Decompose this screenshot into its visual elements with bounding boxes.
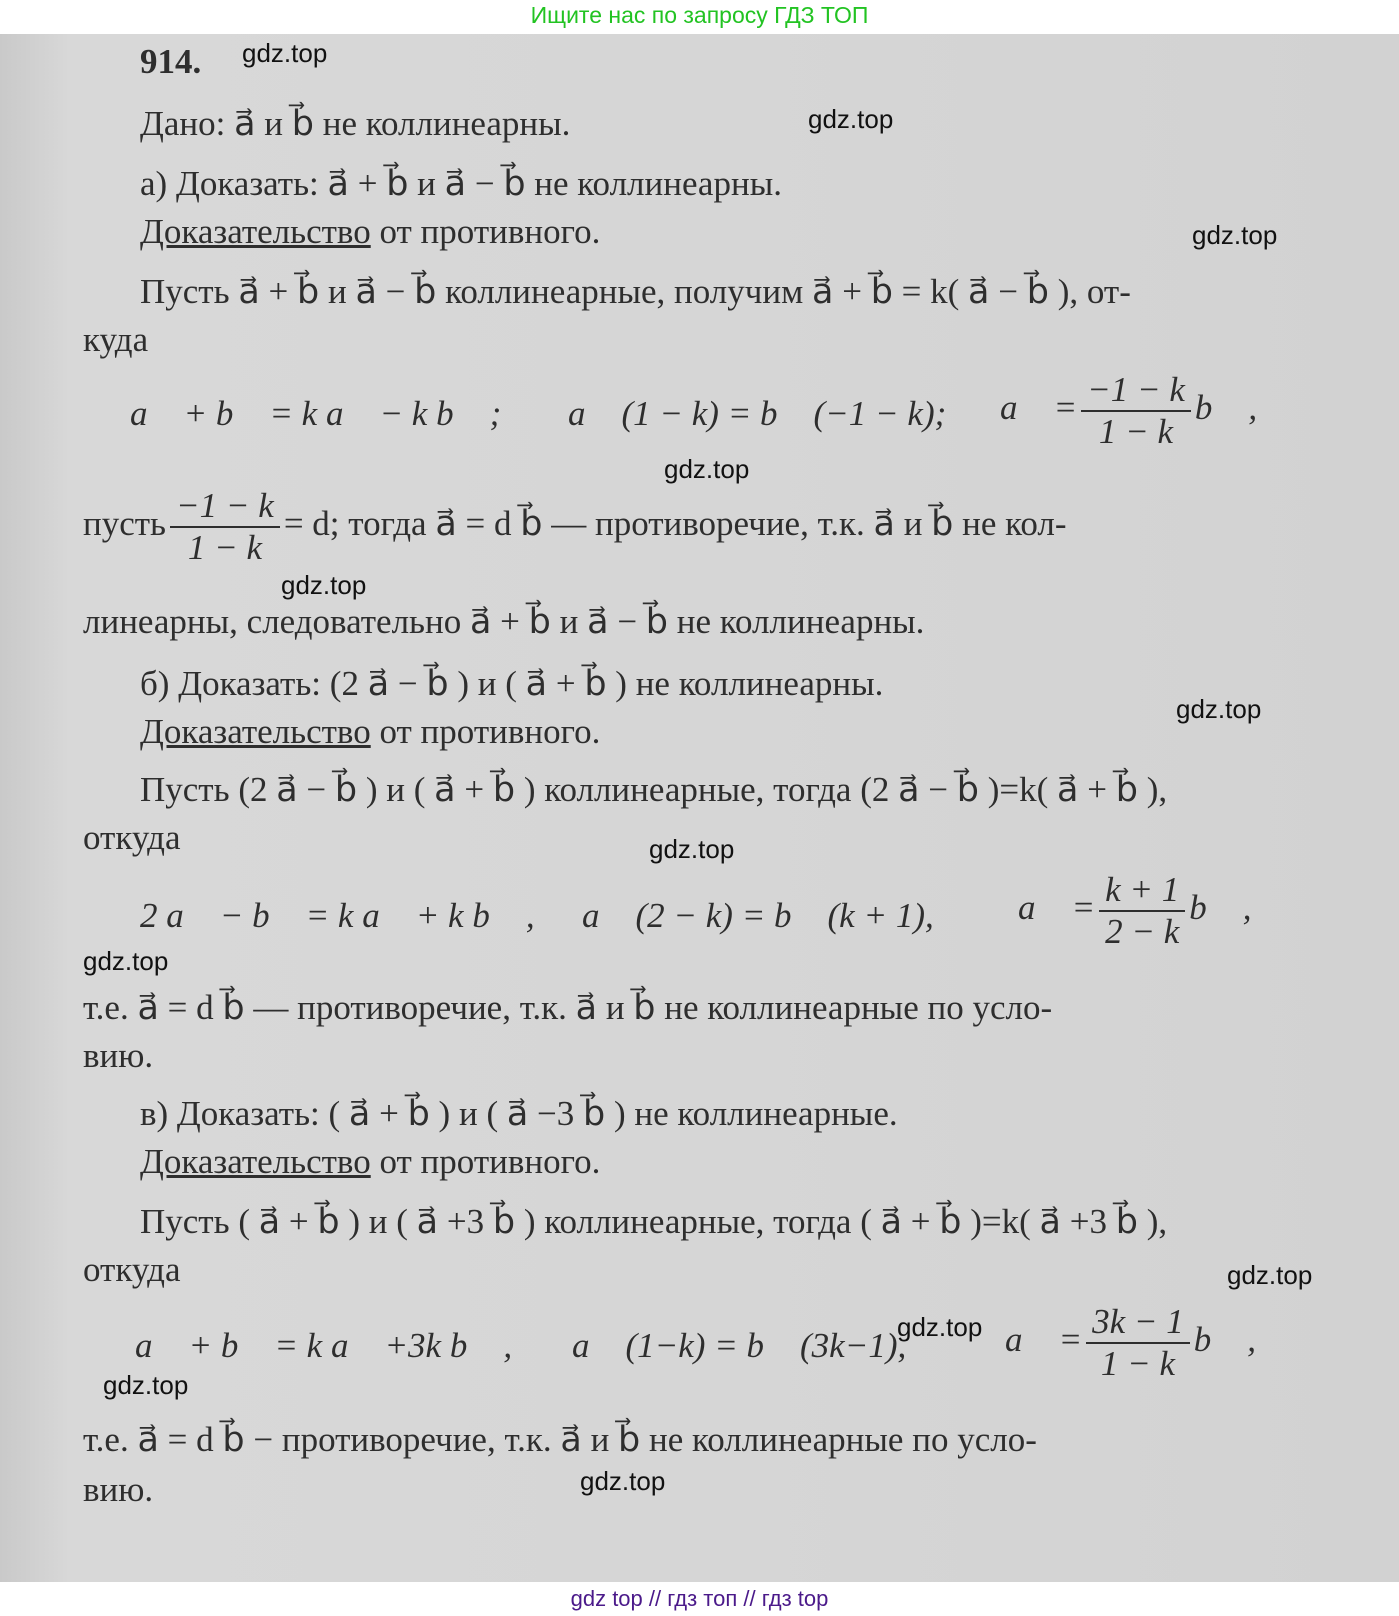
part-b-line1: Пусть (2 a⃗ − b⃗ ) и ( a⃗ + b⃗ ) коллинеарные, тогда (2 a⃗ − b⃗ )=k( a⃗ + b⃗ ), xyxy=(140,770,1168,809)
proof-label: Доказательство xyxy=(140,712,371,751)
proof-method: от противного. xyxy=(370,212,601,251)
part-a-conclusion: линеарны, следовательно a⃗ + b⃗ и a⃗ − b⃗ не коллинеарны. xyxy=(83,602,925,641)
part-c-statement: в) Доказать: ( a⃗ + b⃗ ) и ( a⃗ −3 b⃗ ) не коллинеарные. xyxy=(140,1094,898,1133)
part-c-eq3 xyxy=(1005,1302,1256,1384)
part-b-eq1: 2 a⃗ − b⃗ = k a⃗ + k b⃗ , xyxy=(140,896,535,935)
fraction xyxy=(170,486,280,568)
part-c-eq2: a⃗ (1−k) = b⃗ (3k−1), xyxy=(572,1326,907,1365)
denominator: 1 − k xyxy=(1100,1344,1175,1383)
proof-method: от противного. xyxy=(370,1142,601,1181)
numerator: −1 − k xyxy=(1081,370,1191,412)
part-b-statement: б) Доказать: (2 a⃗ − b⃗ ) и ( a⃗ + b⃗ ) не коллинеарны. xyxy=(140,664,884,703)
part-a-statement: а) Доказать: a⃗ + b⃗ и a⃗ − b⃗ не коллинеарны. xyxy=(140,164,782,203)
watermark: gdz.top xyxy=(242,38,328,68)
watermark: gdz.top xyxy=(1176,694,1262,724)
part-a-eq1: a⃗ + b⃗ = k a⃗ − k b⃗ ; xyxy=(130,394,502,433)
eq-lhs: a⃗ = xyxy=(1018,888,1096,928)
numerator: −1 − k xyxy=(170,486,280,528)
watermark: gdz.top xyxy=(103,1370,189,1400)
part-a-line1: Пусть a⃗ + b⃗ и a⃗ − b⃗ коллинеарные, получим a⃗ + b⃗ = k( a⃗ − b⃗ ), от- xyxy=(140,272,1131,311)
proof-label: Доказательство xyxy=(140,1142,371,1181)
denominator: 2 − k xyxy=(1105,912,1180,951)
let-prefix: пусть xyxy=(83,504,167,544)
fraction xyxy=(1099,870,1185,952)
let-suffix: = d; тогда a⃗ = d b⃗ — противоречие, т.к. a⃗ и b⃗ не кол- xyxy=(283,504,1067,544)
part-c-conclusion2: вию. xyxy=(83,1470,154,1509)
part-b-line2: откуда xyxy=(83,818,181,857)
numerator: k + 1 xyxy=(1099,870,1185,912)
part-b-proof-heading xyxy=(140,712,600,752)
part-b-eq3 xyxy=(1018,870,1251,952)
watermark: gdz.top xyxy=(580,1466,666,1496)
part-a-eq3 xyxy=(1000,370,1257,452)
part-a-let-line xyxy=(83,486,1067,568)
watermark: gdz.top xyxy=(808,104,894,134)
eq-rhs: b⃗ , xyxy=(1189,888,1252,928)
proof-label: Доказательство xyxy=(140,212,371,251)
part-c-line2: откуда xyxy=(83,1250,181,1289)
watermark: gdz.top xyxy=(649,834,735,864)
given-text: Дано: a⃗ и b⃗ не коллинеарны. xyxy=(140,104,571,143)
numerator: 3k − 1 xyxy=(1086,1302,1190,1344)
part-b-eq2: a⃗ (2 − k) = b⃗ (k + 1), xyxy=(582,896,934,935)
fraction xyxy=(1081,370,1191,452)
header-banner-text: Ищите нас по запросу ГДЗ ТОП xyxy=(530,2,869,28)
fraction xyxy=(1086,1302,1190,1384)
watermark: gdz.top xyxy=(83,946,169,976)
eq-lhs: a⃗ = xyxy=(1000,388,1078,428)
denominator: 1 − k xyxy=(187,528,262,567)
part-a-proof-heading xyxy=(140,212,600,252)
part-b-conclusion1: т.е. a⃗ = d b⃗ — противоречие, т.к. a⃗ и b⃗ не коллинеарные по усло- xyxy=(83,988,1053,1027)
part-c-conclusion1: т.е. a⃗ = d b⃗ − противоречие, т.к. a⃗ и b⃗ не коллинеарные по усло- xyxy=(83,1420,1037,1459)
watermark: gdz.top xyxy=(897,1312,983,1342)
eq-rhs: b⃗ , xyxy=(1193,1320,1256,1360)
problem-number: 914. xyxy=(140,42,202,81)
watermark: gdz.top xyxy=(281,570,367,600)
eq-lhs: a⃗ = xyxy=(1005,1320,1083,1360)
watermark: gdz.top xyxy=(1227,1260,1313,1290)
watermark: gdz.top xyxy=(1192,220,1278,250)
part-c-proof-heading xyxy=(140,1142,600,1182)
proof-method: от противного. xyxy=(370,712,601,751)
part-c-line1: Пусть ( a⃗ + b⃗ ) и ( a⃗ +3 b⃗ ) коллинеарные, тогда ( a⃗ + b⃗ )=k( a⃗ +3 b⃗ ), xyxy=(140,1202,1168,1241)
part-c-eq1: a⃗ + b⃗ = k a⃗ +3k b⃗ , xyxy=(135,1326,513,1365)
footer-banner xyxy=(0,1582,1399,1616)
footer-banner-text: gdz top // гдз топ // гдз top xyxy=(570,1586,829,1611)
part-a-line2: куда xyxy=(83,320,149,359)
watermark: gdz.top xyxy=(664,454,750,484)
part-a-eq2: a⃗ (1 − k) = b⃗ (−1 − k); xyxy=(568,394,947,433)
header-banner xyxy=(0,0,1399,34)
part-b-conclusion2: вию. xyxy=(83,1036,154,1075)
eq-rhs: b⃗ , xyxy=(1194,388,1258,428)
denominator: 1 − k xyxy=(1098,412,1174,451)
